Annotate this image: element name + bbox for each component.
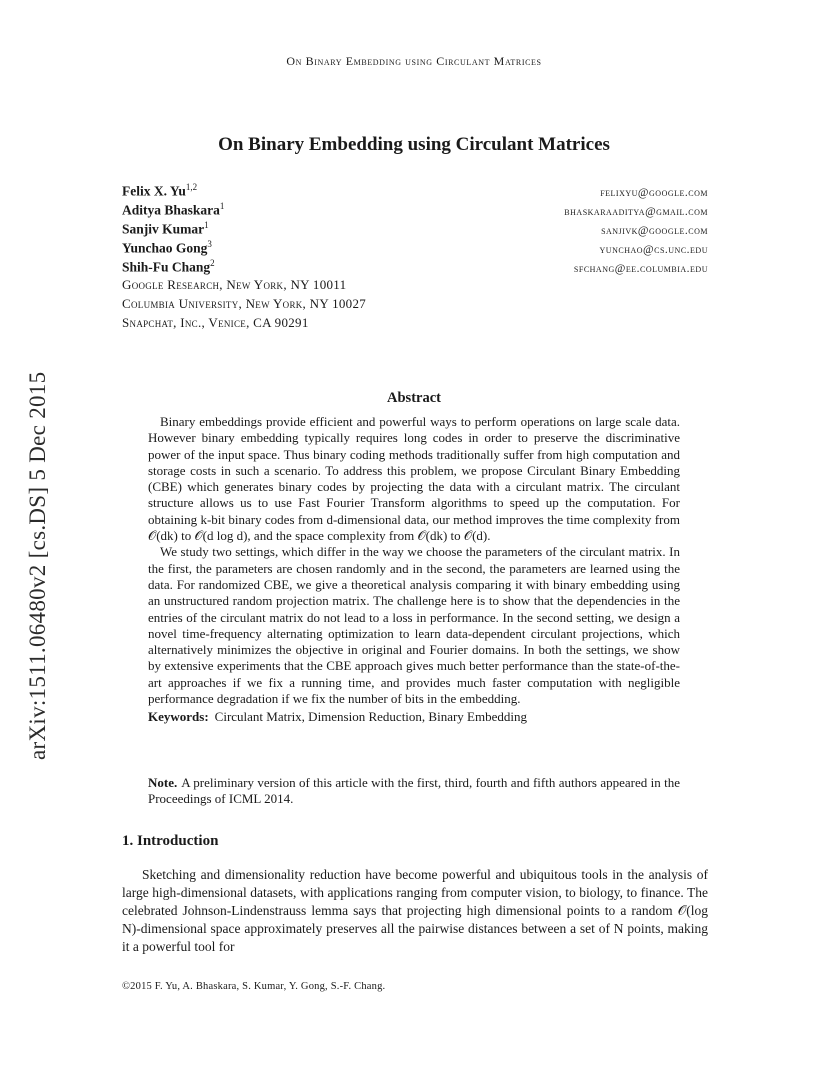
author-row bbox=[122, 182, 708, 201]
author-affiliation-marker: 1 bbox=[219, 201, 225, 211]
abstract-paragraph: Binary embeddings provide efficient and powerful ways to perform operations on large scale data. However binary embedding typically requires long codes in order to preserve the discriminative power of the input space. Thus binary coding methods traditionally suffer from high computation and storage costs in such a scenario. To address this problem, we propose Circulant Binary Embedding (CBE) which generates binary codes by projecting the data with a circulant matrix. The circulant structure allows us to use Fast Fourier Transform algorithms to speed up the computation. For obtaining k-bit binary codes from d-dimensional data, our method improves the time complexity from 𝒪(dk) to 𝒪(d log d), and the space complexity from 𝒪(dk) to 𝒪(d). bbox=[148, 414, 680, 544]
author-name: Shih-Fu Chang$^2$ bbox=[122, 258, 215, 275]
affiliation: Columbia University, New York, NY 10027 bbox=[122, 296, 367, 311]
introduction-paragraph: Sketching and dimensionality reduction have become powerful and ubiquitous tools in the analysis of large high-dimensional datasets, with applications ranging from computer vision, to biology, to finance. The celebrated Johnson-Lindenstrauss lemma says that projecting high dimensional points to a random 𝒪(log N)-dimensional space approximately preserves all the pairwise distances between a set of N points, making it a powerful tool for bbox=[122, 867, 708, 954]
abstract-heading: Abstract bbox=[387, 390, 441, 406]
note-label: Note. bbox=[148, 775, 178, 790]
running-head: On Binary Embedding using Circulant Matrices bbox=[286, 54, 542, 68]
author-row bbox=[122, 239, 708, 258]
author-email[interactable]: felixyu@google.com bbox=[600, 186, 708, 199]
abstract-paragraph: We study two settings, which differ in the way we choose the parameters of the circulant matrix. In the first, the parameters are chosen randomly and in the second, the parameters are learned using the data. For randomized CBE, we give a theoretical analysis comparing it with binary embedding using an unstructured random projection matrix. The challenge here is to show that the dependencies in the entries of the circulant matrix do not lead to a loss in performance. In the second setting, we design a novel time-frequency alternating optimization to learn data-dependent circulant projections, which alternatively minimizes the objective in original and Fourier domains. In both the settings, we show by extensive experiments that the CBE approach gives much better performance than the state-of-the-art approaches if we fix a running time, and provides much faster computation with negligible performance degradation if we fix the number of bits in the embedding. bbox=[148, 544, 680, 707]
author-affiliation-marker: 2 bbox=[210, 258, 215, 268]
author-row bbox=[122, 201, 708, 220]
note-text: A preliminary version of this article with the first, third, fourth and fifth authors appeared in the Proceedings of ICML 2014. bbox=[148, 775, 680, 807]
author-name: Aditya Bhaskara$^1$ bbox=[122, 201, 225, 218]
author-name: Felix X. Yu$^{1,2}$ bbox=[122, 182, 198, 199]
author-block bbox=[122, 182, 708, 334]
author-row bbox=[122, 220, 708, 239]
affiliation: Google Research, New York, NY 10011 bbox=[122, 277, 347, 292]
author-row bbox=[122, 258, 708, 277]
footer-copyright: ©2015 F. Yu, A. Bhaskara, S. Kumar, Y. Gong, S.-F. Chang. bbox=[122, 981, 386, 992]
author-affiliation-marker: 1,2 bbox=[185, 182, 198, 192]
author-name: Yunchao Gong$^3$ bbox=[122, 239, 212, 256]
author-affiliation-marker: 3 bbox=[207, 239, 212, 249]
section-heading-introduction: 1. Introduction bbox=[122, 833, 219, 849]
author-affiliation-marker: 1 bbox=[204, 220, 209, 230]
keywords-label: Keywords: bbox=[148, 709, 209, 725]
author-email[interactable]: yunchao@cs.unc.edu bbox=[599, 243, 708, 256]
author-email[interactable]: bhaskaraaditya@gmail.com bbox=[564, 205, 708, 218]
author-name: Sanjiv Kumar$^1$ bbox=[122, 220, 209, 237]
preliminary-note bbox=[148, 775, 680, 808]
author-email[interactable]: sfchang@ee.columbia.edu bbox=[573, 262, 708, 275]
abstract bbox=[148, 414, 680, 726]
affiliation: Snapchat, Inc., Venice, CA 90291 bbox=[122, 315, 309, 330]
arxiv-side-stamp bbox=[26, 290, 50, 760]
keywords bbox=[148, 709, 680, 725]
arxiv-identifier[interactable]: arXiv:1511.06480v2 [cs.DS] 5 Dec 2015 bbox=[25, 371, 50, 760]
paper-title: On Binary Embedding using Circulant Matrices bbox=[218, 134, 610, 155]
author-email[interactable]: sanjivk@google.com bbox=[601, 224, 708, 237]
keywords-text: Circulant Matrix, Dimension Reduction, Binary Embedding bbox=[214, 709, 527, 725]
